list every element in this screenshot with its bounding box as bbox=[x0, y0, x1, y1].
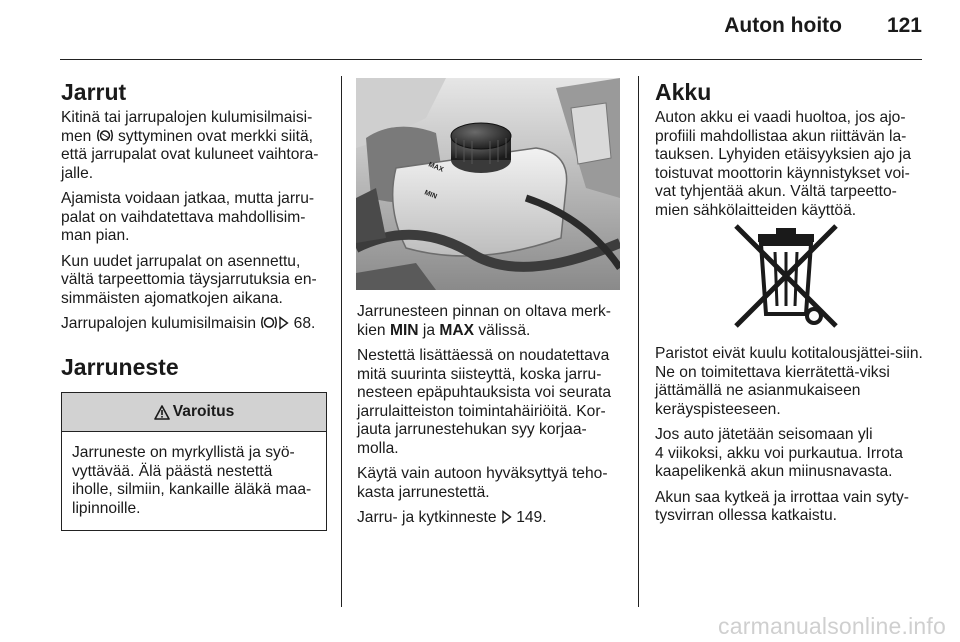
page-reference-link[interactable]: 149. bbox=[511, 509, 547, 526]
text: syttyminen ovat merkki siitä, bbox=[113, 127, 313, 145]
paragraph: Paristot eivät kuulu kotitalousjättei-siin. Ne on toimitettava kierrätettä-viksi jättämällä ne asianmukaiseen keräyspisteeseen. bbox=[655, 345, 923, 418]
warning-text: Jarruneste on myrkyllistä ja syö-vyttävää. Älä päästä nestettä iholle, silmiin, kankaille äläkä maa-lipinnoille. bbox=[72, 444, 312, 517]
running-header-title: Auton hoito bbox=[724, 14, 842, 37]
page-reference-arrow-icon[interactable] bbox=[278, 316, 289, 330]
header-rule bbox=[60, 59, 922, 60]
text: välissä. bbox=[474, 321, 531, 339]
text: jalle. bbox=[61, 164, 94, 182]
paragraph: Käytä vain autoon hyväksyttyä teho-kasta jarrunestettä. bbox=[357, 465, 608, 501]
column-divider-2 bbox=[638, 76, 639, 607]
text: että jarrupalat ovat kuluneet vaihtora- bbox=[61, 146, 319, 163]
page-number: 121 bbox=[886, 14, 922, 37]
section-heading-brakes: Jarrut bbox=[61, 79, 127, 105]
column-brake-fluid bbox=[357, 303, 625, 535]
brake-wear-warning-icon bbox=[96, 128, 114, 143]
paragraph bbox=[61, 315, 327, 334]
paragraph bbox=[655, 426, 925, 482]
paragraph bbox=[61, 109, 327, 183]
column-battery bbox=[655, 79, 925, 227]
warning-title: Varoitus bbox=[172, 402, 235, 420]
warning-header bbox=[62, 393, 326, 432]
paragraph bbox=[357, 303, 625, 340]
svg-text:MAX: MAX bbox=[427, 161, 445, 174]
paragraph: Kun uudet jarrupalat on asennettu, vältä tarpeettomia täysjarrutuksia en-simmäisten ajomatkojen aikana. bbox=[61, 252, 317, 307]
section-heading-brake-fluid: Jarruneste bbox=[61, 353, 179, 380]
brake-wear-warning-icon bbox=[260, 315, 278, 330]
paragraph bbox=[357, 509, 625, 528]
column-divider-1 bbox=[341, 76, 342, 607]
text: 4 viikoksi, akku voi purkautua. Irrota kaapelikenkä akun miinusnavasta. bbox=[655, 444, 903, 480]
svg-text:MIN: MIN bbox=[423, 189, 438, 201]
text: ja bbox=[418, 321, 440, 339]
text: Jarru- ja kytkinneste bbox=[357, 509, 501, 526]
paragraph: Nestettä lisättäessä on noudatettava mitä suurinta siisteyttä, koska jarru-nesteen epäpuhtauksista voi seurata jarrulaitteiston toimintahäiriöitä. Kor-jauta jarrunestehukan syy korjaa-molla. bbox=[357, 347, 612, 457]
brake-fluid-reservoir-photo bbox=[356, 78, 620, 290]
text: Jos auto jätetään seisomaan yli bbox=[655, 426, 873, 443]
warning-triangle-icon bbox=[154, 405, 170, 420]
max-mark-label: MAX bbox=[439, 321, 475, 339]
page-reference-arrow-icon[interactable] bbox=[501, 510, 512, 524]
column-brakes bbox=[61, 79, 327, 531]
min-mark-label: MIN bbox=[389, 321, 419, 339]
text: Jarrunesteen pinnan on oltava merk-kien bbox=[357, 303, 611, 339]
watermark: carmanualsonline.info bbox=[718, 613, 946, 639]
paragraph: Ajamista voidaan jatkaa, mutta jarru-palat on vaihdatettava mahdollisim-man pian. bbox=[61, 190, 315, 244]
page-reference-link[interactable]: 68. bbox=[289, 315, 316, 332]
warning-box bbox=[61, 392, 327, 531]
text: Kitinä tai jarrupalojen kulumisilmaisi- bbox=[61, 109, 313, 126]
crossed-out-wheelie-bin-icon bbox=[730, 222, 842, 330]
paragraph: Auton akku ei vaadi huoltoa, jos ajo-profiili mahdollistaa akun riittävän la-tauksen. Lyhyiden etäisyyksien ajo ja toistuvat moottorin käynnistykset voi-vat tyhjentää akun. Vältä tarpeetto-mien sähkölaitteiden käyttöä. bbox=[655, 109, 912, 219]
section-heading-battery: Akku bbox=[655, 79, 712, 105]
paragraph: Akun saa kytkeä ja irrottaa vain syty-tysvirran ollessa katkaistu. bbox=[655, 488, 909, 524]
text: men bbox=[61, 127, 96, 145]
column-battery-continued bbox=[655, 345, 925, 533]
text: Jarrupalojen kulumisilmaisin bbox=[61, 315, 261, 332]
